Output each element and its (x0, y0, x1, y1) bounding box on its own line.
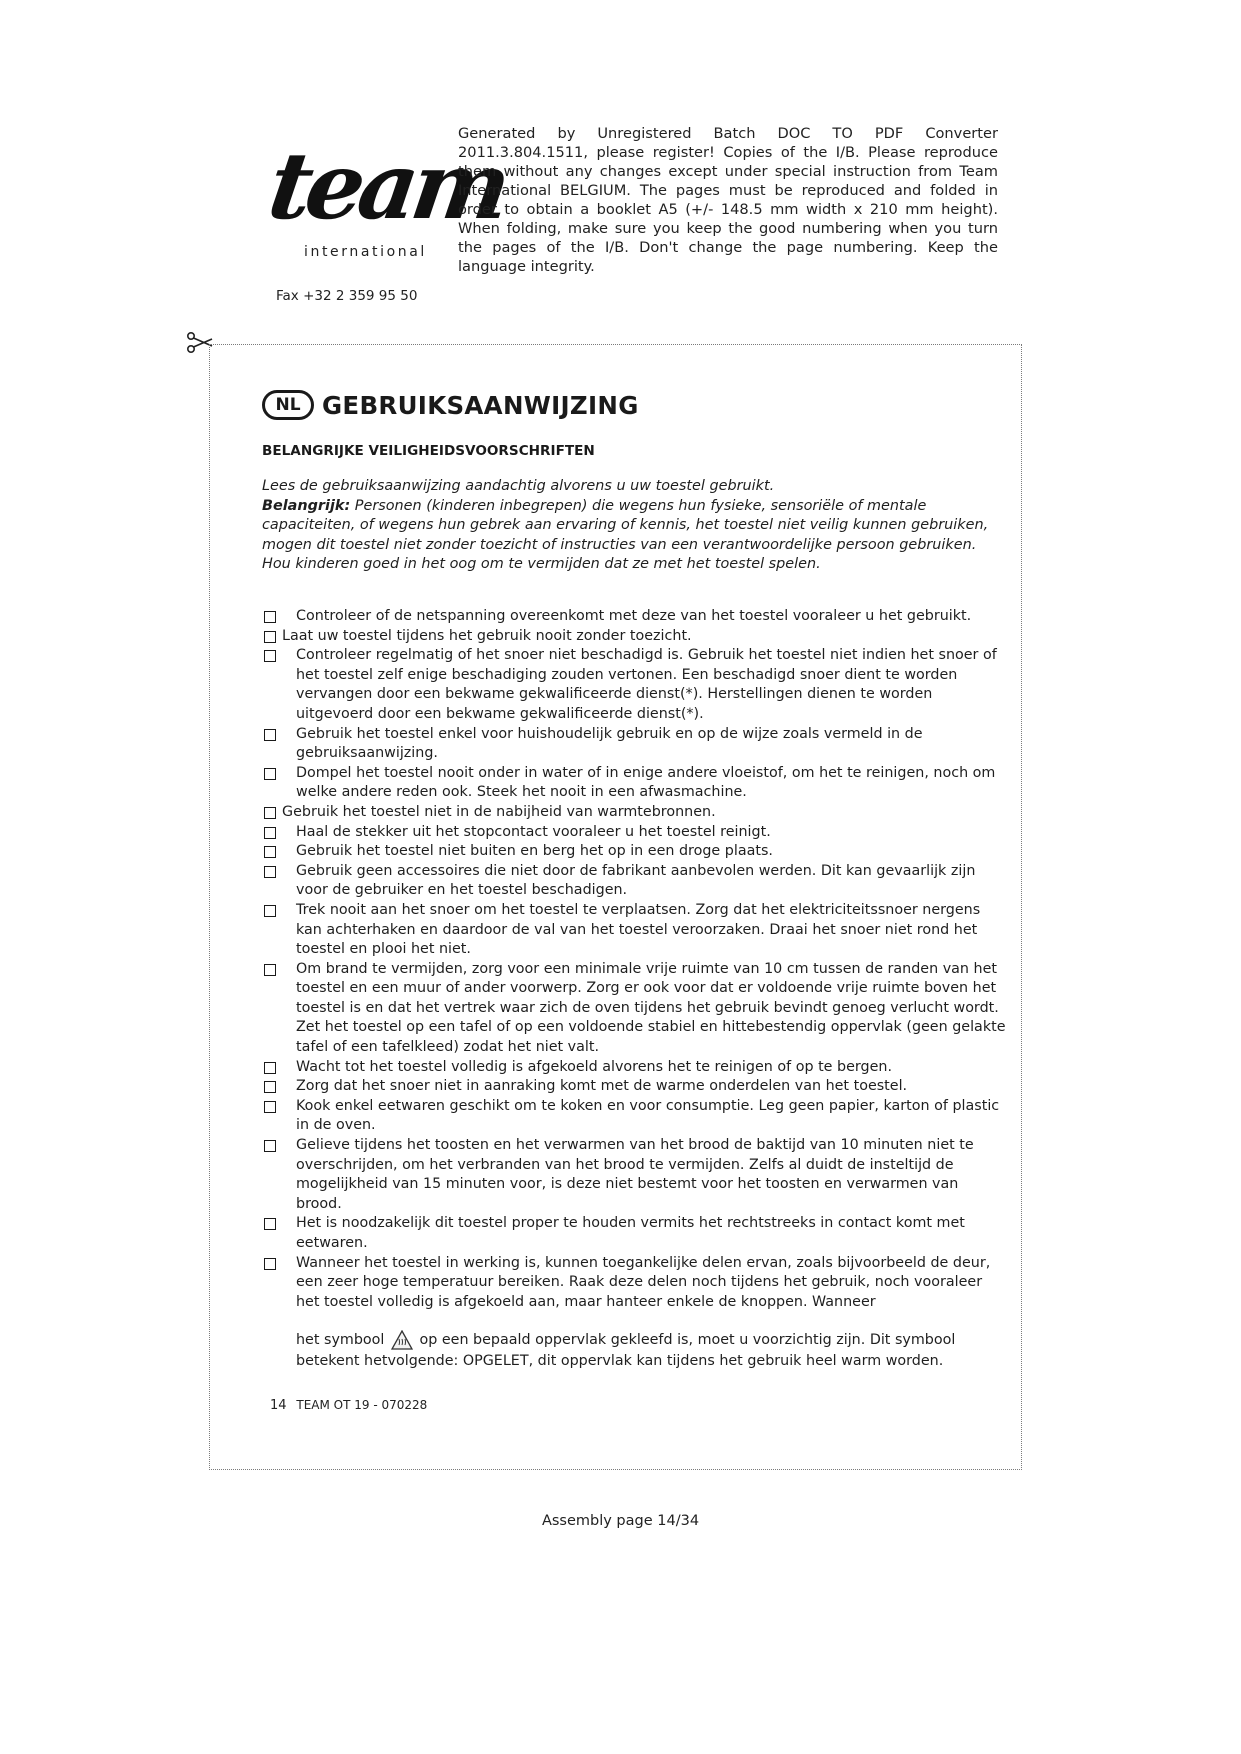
checkbox-bullet-icon (264, 631, 276, 643)
list-item: Dompel het toestel nooit onder in water of in enige andere vloeistof, om het te reinigen, noch om welke andere reden ook. Steek het nooit in een afwasmachine. (262, 764, 1007, 803)
important-paragraph (262, 497, 1004, 575)
checkbox-bullet-icon (264, 611, 276, 623)
checkbox-bullet-icon (264, 1062, 276, 1074)
list-item: Wacht tot het toestel volledig is afgekoeld alvorens het te reinigen of op te bergen. (262, 1058, 1007, 1078)
important-text: Personen (kinderen inbegrepen) die wegens hun fysieke, sensoriële of mentale capaciteiten, of wegens hun gebrek aan ervaring of kennis, het toestel niet veilig kunnen gebruiken, mogen dit toestel niet zonder toezicht of instructies van een verantwoordelijke persoon gebruiken. Hou kinderen goed in het oog om te vermijden dat ze met het toestel spelen. (262, 497, 989, 573)
list-item: Het is noodzakelijk dit toestel proper te houden vermits het rechtstreeks in contact komt met eetwaren. (262, 1214, 1007, 1253)
team-logo (262, 132, 512, 290)
list-item: Gelieve tijdens het toosten en het verwarmen van het brood de baktijd van 10 minuten niet te overschrijden, om het verbranden van het brood te vermijden. Zelfs al duidt de insteltijd de mogelijkheid van 15 minuten voor, is deze niet bestemt voor het toosten en verwarmen van brood. (262, 1136, 1007, 1214)
checkbox-bullet-icon (264, 964, 276, 976)
checkbox-bullet-icon (264, 768, 276, 780)
list-item: Trek nooit aan het snoer om het toestel te verplaatsen. Zorg dat het elektriciteitssnoer nergens kan achterhaken en daardoor de val van het toestel veroorzaken. Draai het snoer niet rond het toestel en plooi het niet. (262, 901, 1007, 960)
list-item: Laat uw toestel tijdens het gebruik nooit zonder toezicht. (262, 627, 1007, 647)
list-item: Gebruik het toestel niet buiten en berg het op in een droge plaats. (262, 842, 1007, 862)
checkbox-bullet-icon (264, 866, 276, 878)
list-item: Om brand te vermijden, zorg voor een minimale vrije ruimte van 10 cm tussen de randen van het toestel en een muur of ander voorwerp. Zorg er ook voor dat er voldoende vrije ruimte boven het toestel is en dat het vertrek waar zich de oven tijdens het gebruik bevindt genoeg verlucht wordt. Zet het toestel op een tafel of op een voldoende stabiel en hittebestendig oppervlak (geen gelakte tafel of een tafelkleed) zodat het niet valt. (262, 960, 1007, 1058)
hot-surface-warning-icon (391, 1330, 413, 1350)
hot-surface-symbol-paragraph: het symbool op een bepaald oppervlak gekleefd is, moet u voorzichtig zijn. Dit symbool betekent hetvolgende: OPGELET, dit oppervlak kan tijdens het gebruik heel warm worden. (296, 1332, 956, 1369)
language-badge: NL (262, 390, 314, 420)
page-number: 14 (270, 1398, 287, 1413)
list-item: Haal de stekker uit het stopcontact vooraleer u het toestel reinigt. (262, 823, 1007, 843)
checkbox-bullet-icon (264, 1101, 276, 1113)
section-heading: BELANGRIJKE VEILIGHEIDSVOORSCHRIFTEN (262, 443, 595, 459)
list-item: Wanneer het toestel in werking is, kunnen toegankelijke delen ervan, zoals bijvoorbeeld de deur, een zeer hoge temperatuur bereiken. Raak deze delen noch tijdens het gebruik, noch vooraleer het toestel volledig is afgekoeld aan, maar hanteer enkele de knoppen. Wanneer (262, 1254, 1007, 1313)
important-label: Belangrijk: (262, 497, 351, 514)
checkbox-bullet-icon (264, 1081, 276, 1093)
checkbox-bullet-icon (264, 905, 276, 917)
list-item: Controleer regelmatig of het snoer niet beschadigd is. Gebruik het toestel niet indien het snoer of het toestel zelf enige beschadiging zouden vertonen. Een beschadigd snoer dient te worden vervangen door een bekwame gekwalificeerde dienst(*). Herstellingen dienen te worden uitgevoerd door een bekwame gekwalificeerde dienst(*). (262, 646, 1007, 724)
assembly-page-label: Assembly page 14/34 (541, 1513, 700, 1529)
checkbox-bullet-icon (264, 807, 276, 819)
list-item: Gebruik geen accessoires die niet door de fabrikant aanbevolen werden. Dit kan gevaarlijk zijn voor de gebruiker en het toestel beschadigen. (262, 862, 1007, 901)
checkbox-bullet-icon (264, 1140, 276, 1152)
checkbox-bullet-icon (264, 1218, 276, 1230)
intro-paragraph (262, 477, 1004, 575)
checkbox-bullet-icon (264, 846, 276, 858)
converter-notice: Generated by Unregistered Batch DOC TO PDF Converter 2011.3.804.1511, please register! Copies of the I/B. Please reproduce them without any changes except under special instruction from Team International BELGIUM. The pages must be reproduced and folded in order to obtain a booklet A5 (+/- 148.5 mm width x 210 mm height). When folding, make sure you keep the good numbering when you turn the pages of the I/B. Don't change the page numbering. Keep the language integrity. (458, 125, 998, 275)
checkbox-bullet-icon (264, 650, 276, 662)
checkbox-bullet-icon (264, 827, 276, 839)
list-item: Controleer of de netspanning overeenkomt met deze van het toestel vooraleer u het gebruikt. (262, 607, 1007, 627)
document-title: GEBRUIKSAANWIJZING (322, 390, 639, 420)
document-title-row (262, 388, 639, 422)
model-code: TEAM OT 19 - 070228 (296, 1398, 428, 1412)
checkbox-bullet-icon (264, 1258, 276, 1270)
safety-bullet-list (262, 607, 1007, 1312)
list-item: Zorg dat het snoer niet in aanraking komt met de warme onderdelen van het toestel. (262, 1077, 1007, 1097)
checkbox-bullet-icon (264, 729, 276, 741)
logo-subtext: international (304, 244, 427, 260)
list-item: Gebruik het toestel enkel voor huishoudelijk gebruik en op de wijze zoals vermeld in de gebruiksaanwijzing. (262, 725, 1007, 764)
intro-line: Lees de gebruiksaanwijzing aandachtig alvorens u uw toestel gebruikt. (262, 478, 775, 494)
page-footer (270, 1398, 427, 1413)
fax-number: Fax +32 2 359 95 50 (276, 288, 418, 304)
list-item: Gebruik het toestel niet in de nabijheid van warmtebronnen. (262, 803, 1007, 823)
logo-wordmark: team (262, 132, 512, 240)
list-item: Kook enkel eetwaren geschikt om te koken en voor consumptie. Leg geen papier, karton of plastic in de oven. (262, 1097, 1007, 1136)
